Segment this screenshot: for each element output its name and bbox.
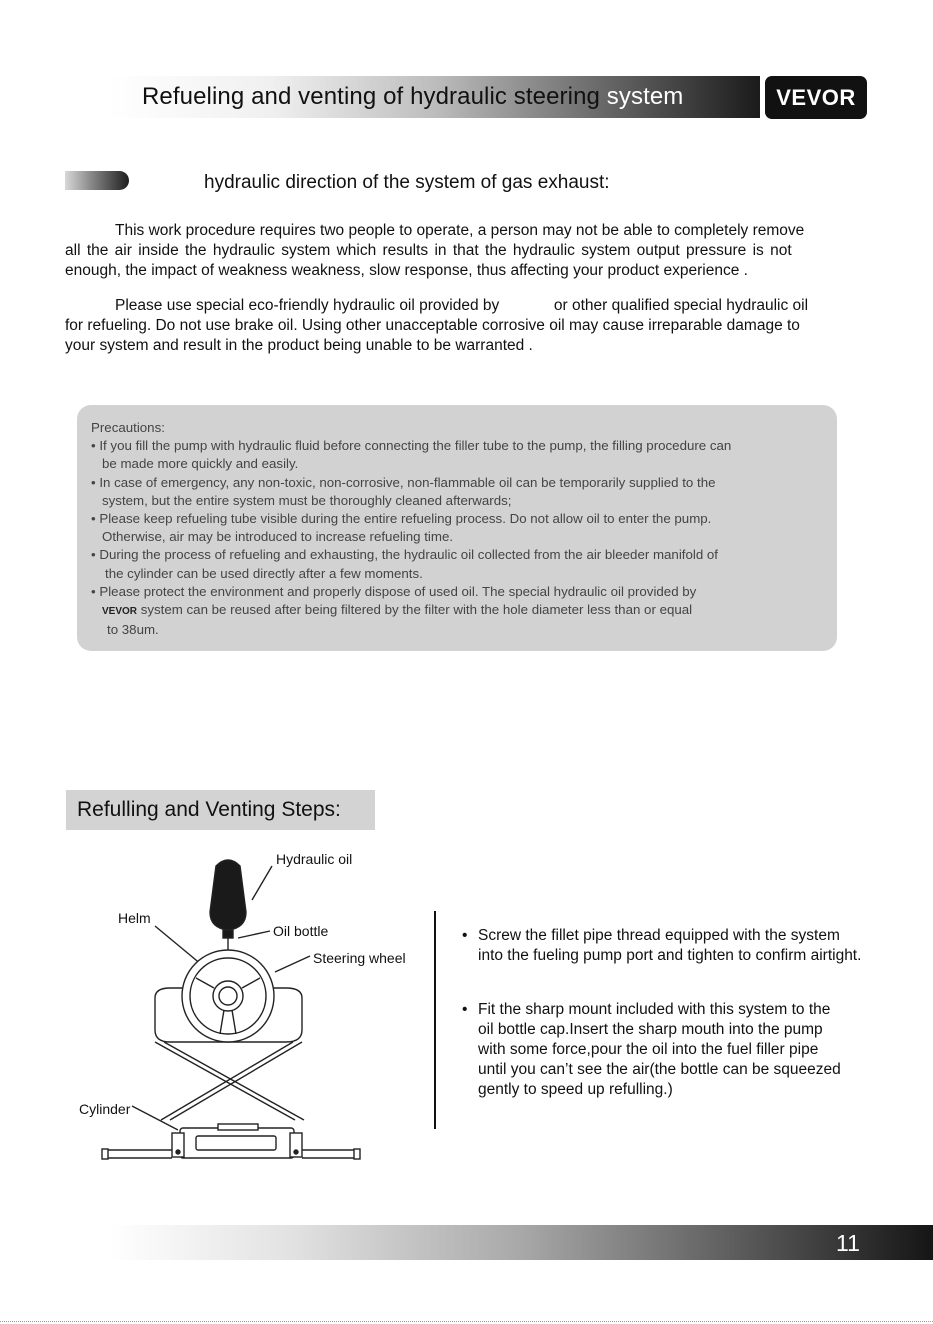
vertical-divider <box>434 911 436 1129</box>
steering-wheel-icon <box>182 950 274 1042</box>
bullet-icon: • <box>462 927 468 944</box>
paragraph-line: your system and result in the product being unable to be warranted . <box>65 336 533 354</box>
brand-logo <box>765 76 867 119</box>
precaution-line: the cylinder can be used directly after a few moments. <box>105 565 423 581</box>
brand-inline: VEVOR <box>102 606 138 618</box>
paragraph-text: or other qualified special hydraulic oil <box>553 297 809 314</box>
step-line: into the fueling pump port and tighten to confirm airtight. <box>478 947 862 964</box>
brand-logo-text: VEVOR <box>776 84 856 110</box>
steering-system-diagram <box>60 838 430 1178</box>
step-line: until you can’t see the air(the bottle can be squeezed <box>478 1061 841 1078</box>
page-bottom-border <box>0 1321 933 1322</box>
precaution-line: • During the process of refueling and exhausting, the hydraulic oil collected from the air bleeder manifold of <box>91 547 719 563</box>
oil-bottle-icon <box>210 860 246 930</box>
paragraph-text: Please use special eco-friendly hydraulic oil provided by <box>115 297 500 314</box>
title-part-last: system <box>606 83 684 110</box>
title-part: Refueling and venting <box>142 83 377 110</box>
precautions-list <box>91 419 817 639</box>
step-line: oil bottle cap.Insert the sharp mouth into the pump <box>478 1021 823 1038</box>
precaution-line: • If you fill the pump with hydraulic fluid before connecting the filler tube to the pump, the filling procedure can <box>91 438 732 454</box>
step-item <box>462 926 902 966</box>
step-line: gently to speed up refulling.) <box>478 1081 673 1098</box>
oil-paragraph <box>65 296 847 355</box>
step-line <box>462 1000 902 1020</box>
step-item <box>462 1000 902 1100</box>
steps-heading <box>66 790 375 830</box>
step-line: with some force,pour the oil into the fuel filler pipe <box>478 1041 819 1058</box>
precautions-title: Precautions: <box>91 420 165 435</box>
title-part: of <box>383 83 404 110</box>
intro-paragraph <box>65 221 847 280</box>
page-title <box>142 83 683 111</box>
bullet-icon: • <box>462 1001 468 1018</box>
title-part: steering <box>513 83 600 110</box>
paragraph-line <box>65 296 847 316</box>
precaution-line: be made more quickly and easily. <box>102 456 299 472</box>
precaution-text: system can be reused after being filtered by the filter with the hole diameter less than or equal <box>140 602 693 618</box>
paragraph-line: all the air inside the hydraulic system which results in that the hydraulic system output pressure is not <box>65 241 792 259</box>
steps-heading-text: Refulling and Venting Steps: <box>77 798 341 821</box>
precaution-line: to 38um. <box>107 622 159 638</box>
precaution-line: • Please protect the environment and properly dispose of used oil. The special hydraulic oil provided by <box>91 583 697 599</box>
label-helm: Helm <box>118 910 151 926</box>
paragraph-line: for refueling. Do not use brake oil. Using other unacceptable corrosive oil may cause irreparable damage to <box>65 316 800 334</box>
precaution-line: system, but the entire system must be thoroughly cleaned afterwards; <box>102 492 512 508</box>
precaution-line: • Please keep refueling tube visible during the entire refueling process. Do not allow oil to enter the pump. <box>91 511 712 527</box>
cylinder-icon <box>180 1128 294 1158</box>
section-marker <box>65 171 129 190</box>
section-heading: hydraulic direction of the system of gas exhaust: <box>204 172 610 193</box>
label-oil-bottle: Oil bottle <box>273 923 329 939</box>
page-number: 11 <box>836 1230 860 1256</box>
title-part: hydraulic <box>410 83 508 110</box>
label-steering-wheel: Steering wheel <box>313 950 406 966</box>
diagram-illustration <box>60 838 430 1178</box>
precaution-line <box>91 601 817 621</box>
step-line <box>462 926 902 946</box>
precaution-line: Otherwise, air may be introduced to increase refueling time. <box>102 529 454 545</box>
paragraph-line: This work procedure requires two people to operate, a person may not be able to completely remove <box>115 222 805 239</box>
step-text: Screw the fillet pipe thread equipped with the system <box>478 927 840 944</box>
precaution-line: • In case of emergency, any non-toxic, non-corrosive, non-flammable oil can be temporarily supplied to the <box>91 474 716 490</box>
label-cylinder: Cylinder <box>79 1101 131 1117</box>
paragraph-line: enough, the impact of weakness weakness, slow response, thus affecting your product experience . <box>65 261 748 279</box>
footer-gradient-bar <box>110 1225 933 1260</box>
step-text: Fit the sharp mount included with this system to the <box>478 1001 831 1018</box>
label-hydraulic-oil: Hydraulic oil <box>276 851 353 867</box>
